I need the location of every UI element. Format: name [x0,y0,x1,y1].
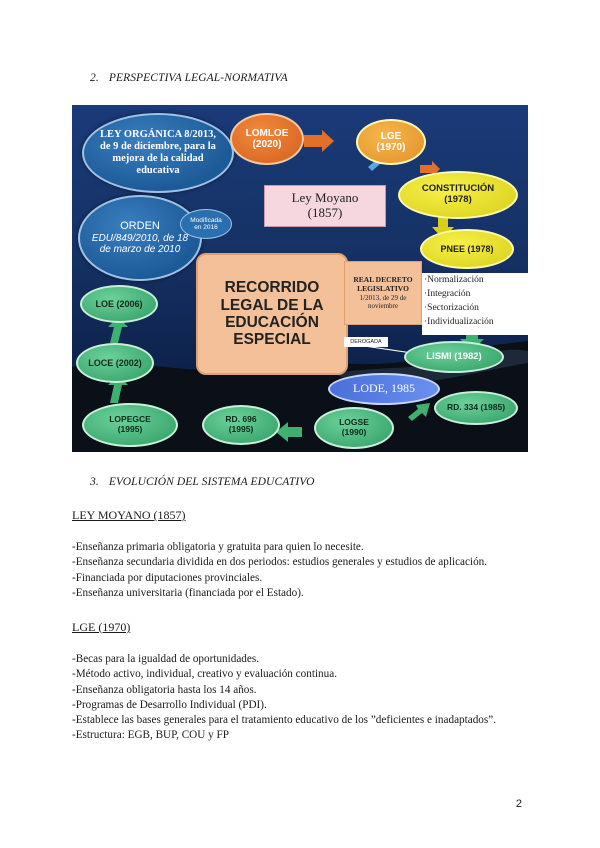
derogada-label: DEROGADA [344,337,388,347]
list-item: -Becas para la igualdad de oportunidades. [72,653,260,665]
ley-organica-node: LEY ORGÁNICA 8/2013, de 9 de diciembre, para la mejora de la calidad educativa [82,113,234,193]
loe-node: LOE (2006) [80,285,158,323]
arrow-lomloe-lge [304,130,334,152]
lge-node: LGE (1970) [356,119,426,165]
lge-list [72,652,527,744]
constitucion-node: CONSTITUCIÓN (1978) [398,171,518,219]
principle-item: ·Individualización [424,317,494,327]
orden-node: ORDEN EDU/849/2010, de 18 de marzo de 2010 [78,195,202,281]
principle-item: ·Normalización [424,275,484,285]
pnee-node: PNEE (1978) [420,229,514,269]
list-item: -Método activo, individual, creativo y evaluación continua. [72,668,337,681]
list-item: -Estructura: EGB, BUP, COU y FP [72,729,229,742]
lopegce-node: LOPEGCE (1995) [82,403,178,447]
rd334-node: RD. 334 (1985) [434,391,518,425]
modificada-badge: Modificada en 2016 [180,209,232,239]
ley-moyano-list [72,540,487,601]
ley-moyano-node: Ley Moyano (1857) [264,185,386,227]
rd696-node: RD. 696 (1995) [202,405,280,445]
list-item: -Programas de Desarrollo Individual (PDI). [72,698,267,711]
list-item: -Financiada por diputaciones provinciales. [72,571,263,584]
principle-item: ·Sectorización [424,303,479,313]
lode-node: LODE, 1985 [328,373,440,405]
principles-box [422,273,528,335]
legal-timeline-diagram [72,105,528,452]
logse-node: LOGSE (1990) [314,407,394,449]
lismi-node: LISMI (1982) [404,341,504,373]
list-item: -Enseñanza secundaria dividida en dos periodos: estudios generales y estudios de aplicación. [72,556,488,569]
list-item: -Enseñanza primaria obligatoria y gratuita para quien lo necesite. [72,541,364,553]
section-3-heading: 3. EVOLUCIÓN DEL SISTEMA EDUCATIVO [90,476,315,488]
list-item: -Enseñanza universitaria (financiada por el Estado). [72,586,304,599]
principle-item: ·Integración [424,289,471,299]
loce-node: LOCE (2002) [76,343,154,383]
page-number: 2 [515,798,522,810]
recorrido-title-box: RECORRIDO LEGAL DE LA EDUCACIÓN ESPECIAL [196,253,348,375]
lge-title: LGE (1970) [72,620,131,634]
real-decreto-box: REAL DECRETO LEGISLATIVO 1/2013, de 29 de noviembre [344,261,422,325]
list-item: -Enseñanza obligatoria hasta los 14 años. [72,683,257,696]
section-2-heading: 2. PERSPECTIVA LEGAL-NORMATIVA [90,72,288,84]
ley-moyano-title: LEY MOYANO (1857) [72,508,186,522]
list-item: -Establece las bases generales para el tratamiento educativo de los ”deficientes e inadaptados”. [72,714,496,727]
lomloe-node: LOMLOE (2020) [230,113,304,165]
